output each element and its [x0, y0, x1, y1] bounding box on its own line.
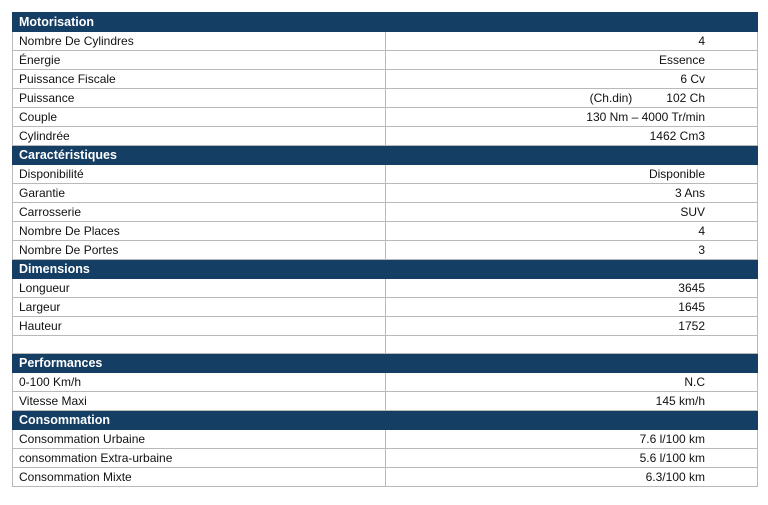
- table-row: [13, 373, 758, 392]
- row-value: 4: [385, 32, 758, 51]
- section-header-dimensions: [13, 260, 758, 279]
- section-title: Caractéristiques: [13, 146, 758, 165]
- row-label: 0-100 Km/h: [13, 373, 386, 392]
- row-label: Énergie: [13, 51, 386, 70]
- table-row: [13, 89, 758, 108]
- table-row: [13, 241, 758, 260]
- row-value: 145 km/h: [385, 392, 758, 411]
- table-row: [13, 392, 758, 411]
- row-value: Disponible: [385, 165, 758, 184]
- row-label: Longueur: [13, 279, 386, 298]
- row-label: Nombre De Cylindres: [13, 32, 386, 51]
- table-row: [13, 317, 758, 336]
- row-value: 6.3/100 km: [385, 468, 758, 487]
- section-title: Dimensions: [13, 260, 758, 279]
- section-header-motorisation: [13, 13, 758, 32]
- row-label: Largeur: [13, 298, 386, 317]
- row-label: Puissance: [13, 89, 386, 108]
- row-value: 3: [385, 241, 758, 260]
- row-value: 3645: [385, 279, 758, 298]
- row-label: Garantie: [13, 184, 386, 203]
- power-value: 102 Ch: [666, 91, 705, 105]
- table-row: [13, 108, 758, 127]
- blank-cell: [13, 336, 386, 354]
- table-row: [13, 468, 758, 487]
- row-label: Puissance Fiscale: [13, 70, 386, 89]
- section-header-performances: [13, 354, 758, 373]
- table-row: [13, 51, 758, 70]
- section-title: Performances: [13, 354, 758, 373]
- table-row: [13, 184, 758, 203]
- table-row: [13, 127, 758, 146]
- row-label: consommation Extra-urbaine: [13, 449, 386, 468]
- row-value: SUV: [385, 203, 758, 222]
- row-label: Consommation Urbaine: [13, 430, 386, 449]
- table-row: [13, 430, 758, 449]
- row-value: 3 Ans: [385, 184, 758, 203]
- blank-row: [13, 336, 758, 354]
- spec-sheet: [12, 12, 758, 487]
- table-row: [13, 70, 758, 89]
- row-value: 6 Cv: [385, 70, 758, 89]
- table-row: [13, 203, 758, 222]
- table-row: [13, 298, 758, 317]
- row-label: Hauteur: [13, 317, 386, 336]
- row-value: [385, 89, 758, 108]
- row-value: 7.6 l/100 km: [385, 430, 758, 449]
- row-label: Cylindrée: [13, 127, 386, 146]
- section-header-caracteristiques: [13, 146, 758, 165]
- row-value: 1752: [385, 317, 758, 336]
- row-value: 1462 Cm3: [385, 127, 758, 146]
- table-row: [13, 32, 758, 51]
- row-value: 4: [385, 222, 758, 241]
- row-value: N.C: [385, 373, 758, 392]
- row-value: 130 Nm – 4000 Tr/min: [385, 108, 758, 127]
- power-unit: (Ch.din): [589, 91, 633, 105]
- section-title: Motorisation: [13, 13, 758, 32]
- row-label: Vitesse Maxi: [13, 392, 386, 411]
- blank-cell: [385, 336, 758, 354]
- row-value: 1645: [385, 298, 758, 317]
- row-label: Carrosserie: [13, 203, 386, 222]
- table-row: [13, 279, 758, 298]
- row-label: Couple: [13, 108, 386, 127]
- table-row: [13, 222, 758, 241]
- row-label: Consommation Mixte: [13, 468, 386, 487]
- section-title: Consommation: [13, 411, 758, 430]
- row-value: Essence: [385, 51, 758, 70]
- row-label: Nombre De Portes: [13, 241, 386, 260]
- table-row: [13, 449, 758, 468]
- table-row: [13, 165, 758, 184]
- section-header-consommation: [13, 411, 758, 430]
- row-label: Nombre De Places: [13, 222, 386, 241]
- row-value: 5.6 l/100 km: [385, 449, 758, 468]
- spec-table: [12, 12, 758, 487]
- row-label: Disponibilité: [13, 165, 386, 184]
